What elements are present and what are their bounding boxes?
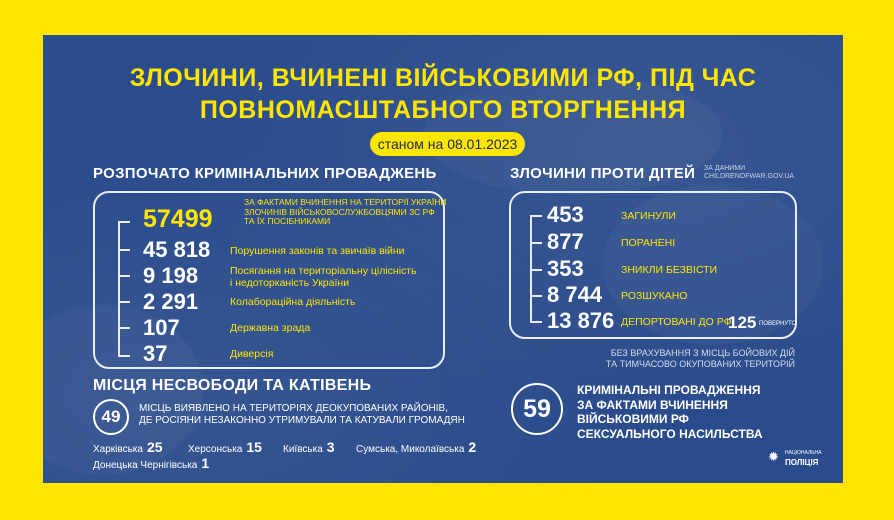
region-kyiv	[283, 439, 335, 455]
connector-tick	[530, 321, 542, 323]
children-returned-label: ПОВЕРНУТО	[759, 321, 797, 327]
region-donetsk-chernihiv	[93, 455, 209, 471]
children-source: ЗА ДАНИМИ CHILDRENOFWAR.GOV.UA	[704, 165, 795, 180]
integrity-value: 9 198	[143, 263, 199, 288]
children-injured-label: ПОРАНЕНІ	[621, 237, 676, 249]
connector-tick	[530, 269, 542, 271]
proceedings-total-label: ЗА ФАКТАМИ ВЧИНЕННЯ НА ТЕРИТОРІЇ УКРАЇНИ ЗЛОЧИНІВ ВІЙСЬКОВОСЛУЖБОВЦЯМИ ЗС РФ ТА ЇХ ПОСІБНИКАМИ	[244, 197, 447, 226]
region-value: 15	[246, 439, 262, 455]
torture-description: МІСЦЬ ВИЯВЛЕНО НА ТЕРИТОРІЯХ ДЕОКУПОВАНИХ РАЙОНІВ, ДЕ РОСІЯНИ НЕЗАКОННО УТРИМУВАЛИ ТА КАТУВАЛИ ГРОМАДЯН	[139, 403, 465, 426]
connector-tick	[118, 327, 130, 329]
children-found-value: 8 744	[547, 282, 603, 307]
police-logo-main: ПОЛІЦІЯ	[785, 458, 819, 467]
region-value: 3	[326, 439, 335, 455]
police-logo-small: НАЦІОНАЛЬНА	[785, 450, 822, 456]
collaboration-label: Колабораційна діяльність	[230, 296, 356, 308]
police-logo-text	[785, 449, 822, 467]
children-killed-value: 453	[547, 202, 584, 227]
proceedings-title: РОЗПОЧАТО КРИМІНАЛЬНИХ ПРОВАДЖЕНЬ	[93, 165, 437, 182]
infographic-panel	[43, 35, 843, 483]
police-star-icon: ✹	[768, 449, 779, 464]
sabotage-value: 37	[143, 341, 168, 366]
children-deported-value: 13 876	[547, 308, 615, 333]
children-missing-label: ЗНИКЛИ БЕЗВІСТИ	[621, 264, 718, 276]
connector-tick	[118, 275, 130, 277]
treason-value: 107	[143, 315, 180, 340]
torture-title: МІСЦЯ НЕСВОБОДИ ТА КАТІВЕНЬ	[93, 377, 372, 394]
connector-tick	[118, 355, 130, 357]
connector-tick	[118, 249, 130, 251]
children-killed-label: ЗАГИНУЛИ	[621, 210, 676, 222]
connector-tick	[530, 242, 542, 244]
region-name: Київська	[283, 444, 323, 455]
date-badge: станом на 08.01.2023	[370, 132, 525, 156]
region-value: 1	[201, 455, 210, 471]
children-injured-value: 877	[547, 229, 584, 254]
region-name: Донецька Чернігівська	[93, 460, 198, 471]
children-connector	[530, 215, 532, 321]
region-value: 2	[468, 439, 477, 455]
region-kharkiv	[93, 439, 163, 455]
region-name: Сумська, Миколаївська	[356, 444, 465, 455]
children-title: ЗЛОЧИНИ ПРОТИ ДІТЕЙ	[510, 165, 696, 182]
connector-tick	[530, 215, 542, 217]
connector-tick	[118, 221, 130, 223]
region-kherson	[188, 439, 262, 455]
children-returned-value: 125	[728, 313, 757, 332]
sexual-count-circle: 59	[511, 383, 563, 435]
war-laws-label: Порушення законів та звичаїв війни	[230, 245, 405, 257]
region-name: Херсонська	[188, 444, 243, 455]
sabotage-label: Диверсія	[230, 348, 274, 360]
children-note: БЕЗ ВРАХУВАННЯ З МІСЦЬ БОЙОВИХ ДІЙ ТА ТИМЧАСОВО ОКУПОВАНИХ ТЕРИТОРІЙ	[605, 348, 795, 369]
integrity-label: Посягання на територіальну цілісність і недоторканість України	[230, 265, 417, 289]
main-title-line-1: ЗЛОЧИНИ, ВЧИНЕНІ ВІЙСЬКОВИМИ РФ, ПІД ЧАС	[129, 64, 757, 92]
region-name: Харківська	[93, 444, 143, 455]
region-sumy-mykolaiv	[356, 439, 476, 455]
proceedings-connector	[118, 221, 120, 355]
children-found-label: РОЗШУКАНО	[621, 290, 688, 302]
collaboration-value: 2 291	[143, 289, 199, 314]
treason-label: Державна зрада	[230, 322, 311, 334]
children-missing-value: 353	[547, 256, 584, 281]
war-laws-value: 45 818	[143, 237, 211, 262]
connector-tick	[530, 295, 542, 297]
connector-tick	[118, 301, 130, 303]
children-deported-label: ДЕПОРТОВАНІ ДО РФ	[621, 316, 732, 328]
torture-count-circle: 49	[93, 399, 129, 435]
sexual-description: КРИМІНАЛЬНІ ПРОВАДЖЕННЯ ЗА ФАКТАМИ ВЧИНЕННЯ ВІЙСЬКОВИМИ РФ СЕКСУАЛЬНОГО НАСИЛЬСТВА	[577, 383, 763, 441]
main-title-line-2: ПОВНОМАСШТАБНОГО ВТОРГНЕННЯ	[199, 96, 687, 124]
proceedings-total-value: 57499	[143, 205, 213, 233]
region-value: 25	[146, 439, 163, 455]
